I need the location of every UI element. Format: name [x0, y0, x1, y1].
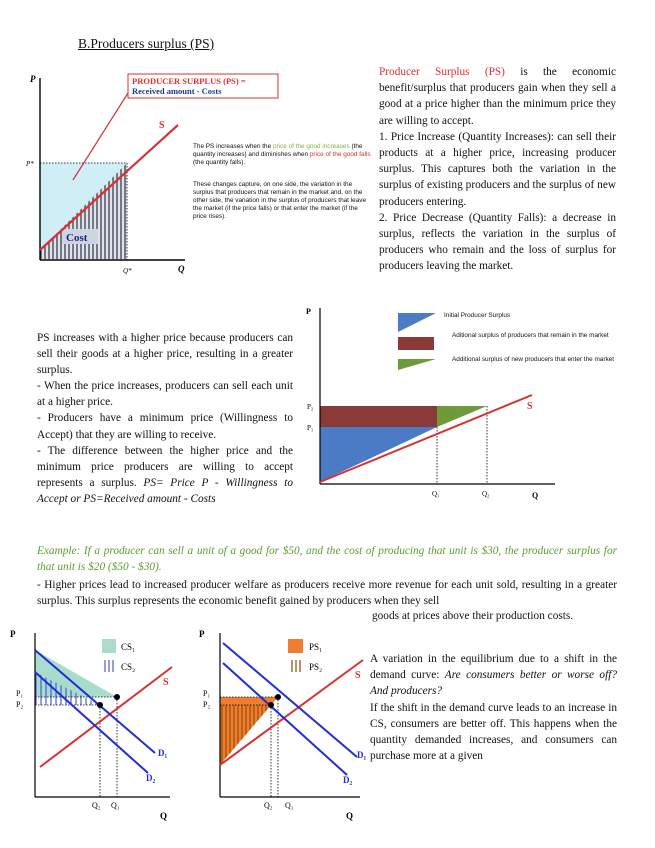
p-star-label: P*	[26, 160, 34, 168]
axis-p-label: P	[30, 74, 36, 84]
p2-label: P₂	[16, 700, 24, 709]
p1-label: P₁	[307, 424, 314, 432]
ps-variation-note: These changes capture, on one side, the variation in the surplus that producers that remain in the market and, on the other side, the variation in the surplus of producers that leave the market (if the price falls) or that enter the market (if the price rises).	[193, 181, 367, 220]
legend-label-remain: Aditional surplus of producers that remain in the market	[452, 332, 609, 339]
cs1-legend-label: CS₁	[121, 642, 136, 652]
axis-p-label: P	[306, 307, 311, 316]
supply-curve-label: S	[527, 401, 533, 412]
producer-surplus-figure	[0, 60, 380, 290]
d1-label: D₁	[357, 750, 367, 760]
cs2-legend-label: CS₂	[121, 662, 136, 672]
q1-label: Q₁	[285, 801, 294, 810]
q-star-label: Q*	[123, 267, 132, 275]
axis-q-label: Q	[346, 811, 354, 821]
axis-q-label: Q	[532, 491, 539, 500]
equilibrium-2	[97, 702, 103, 708]
legend-swatch-new	[398, 359, 436, 370]
ps-definition-line2: Received amount - Costs	[132, 86, 222, 96]
q1-label: Q₁	[111, 801, 120, 810]
axis-p-label: P	[10, 629, 16, 639]
example-text: Example: If a producer can sell a unit of a good for $50, and the cost of producing that unit is $30, the producer surplus for that unit is $20 ($50 - $30).	[37, 545, 617, 574]
remain-ps-area	[320, 406, 437, 427]
supply-curve-label: S	[163, 677, 169, 688]
ps1-legend-swatch	[288, 639, 303, 653]
p2-label: P₂	[203, 700, 211, 709]
equilibrium-1	[114, 694, 120, 700]
equilibrium-2	[268, 702, 274, 708]
consumer-surplus-figure	[0, 625, 190, 825]
legend-label-initial: Initial Producer Surplus	[444, 312, 511, 319]
axis-p-label: P	[199, 629, 205, 639]
axis-q-label: Q	[160, 811, 168, 821]
ps-definition-text: Producer Surplus (PS) is the economic benefit/surplus that producers gain when they sell a good at a price higher than the minimum price they are willing to accept. 1. Price Increase (Quantity Increases): can sell their products at a higher price, increasing producer surplus. This captures both the variation in the surplus of existing producers and the surplus of new producers entering. 2. Price Decrease (Quantity Falls): a decrease in surplus, reflects the variation in the surplus of producers who remain and the loss of surplus for producers leaving the market.	[379, 66, 616, 273]
d2-label: D₂	[343, 775, 353, 785]
supply-curve-label: S	[159, 120, 165, 131]
d2-label: D₂	[146, 773, 156, 783]
ps2-legend-label: PS₂	[309, 662, 323, 672]
p2-label: P₂	[307, 403, 314, 411]
welfare-text-continued: goods at prices above their production costs.	[372, 610, 574, 622]
demand-shift-text: A variation in the equilibrium due to a shift in the demand curve: Are consumers better or worse off? And producers? If the shift in the demand curve leads to an increase in CS, consumers are better off. This happens when the quantity demanded increases, and consumers can purchase more at a given	[370, 653, 617, 763]
producer-surplus-shift-figure	[185, 625, 370, 825]
q2-label: Q₂	[264, 801, 273, 810]
price-increase-figure	[300, 300, 640, 505]
p1-label: P₁	[203, 689, 211, 698]
axis-q-label: Q	[178, 264, 185, 274]
cost-label: Cost	[66, 232, 88, 244]
q2-label: Q₂	[482, 490, 490, 498]
ps-explanation-text: PS increases with a higher price because producers can sell their goods at a higher price, resulting in a greater surplus. - When the price increases, producers can sell each unit at a higher price. - Producers have a minimum price (Willingness to Accept) that they are willing to receive. - The difference between the higher price and the minimum price producers are willing to accept represents a surplus. PS= Price P - Willingness to Accept or PS=Received amount - Costs	[37, 332, 293, 505]
equilibrium-1	[275, 694, 281, 700]
p1-label: P₁	[16, 689, 24, 698]
legend-swatch-remain	[398, 337, 434, 350]
legend-swatch-initial	[398, 313, 436, 332]
ps-definition-line1: PRODUCER SURPLUS (PS) =	[132, 76, 246, 86]
legend-label-new: Additional surplus of new producers that enter the market	[452, 356, 614, 363]
cs1-legend-swatch	[102, 639, 116, 653]
section-heading: B.Producers surplus (PS)	[78, 36, 215, 51]
ps1-legend-label: PS₁	[309, 642, 323, 652]
q2-label: Q₂	[92, 801, 101, 810]
d1-label: D₁	[158, 748, 168, 758]
welfare-text: - Higher prices lead to increased producer welfare as producers receive more revenue for each unit sold, resulting in a greater surplus. This surplus represents the economic benefit gained by producers when they sell	[37, 579, 617, 608]
supply-curve-label: S	[355, 670, 361, 681]
ps-change-note: The PS increases when the price of the good increases (the quantity increases) and diminishes when price of the good falls (the quantity falls).	[193, 143, 371, 166]
q1-label: Q₁	[432, 490, 440, 498]
